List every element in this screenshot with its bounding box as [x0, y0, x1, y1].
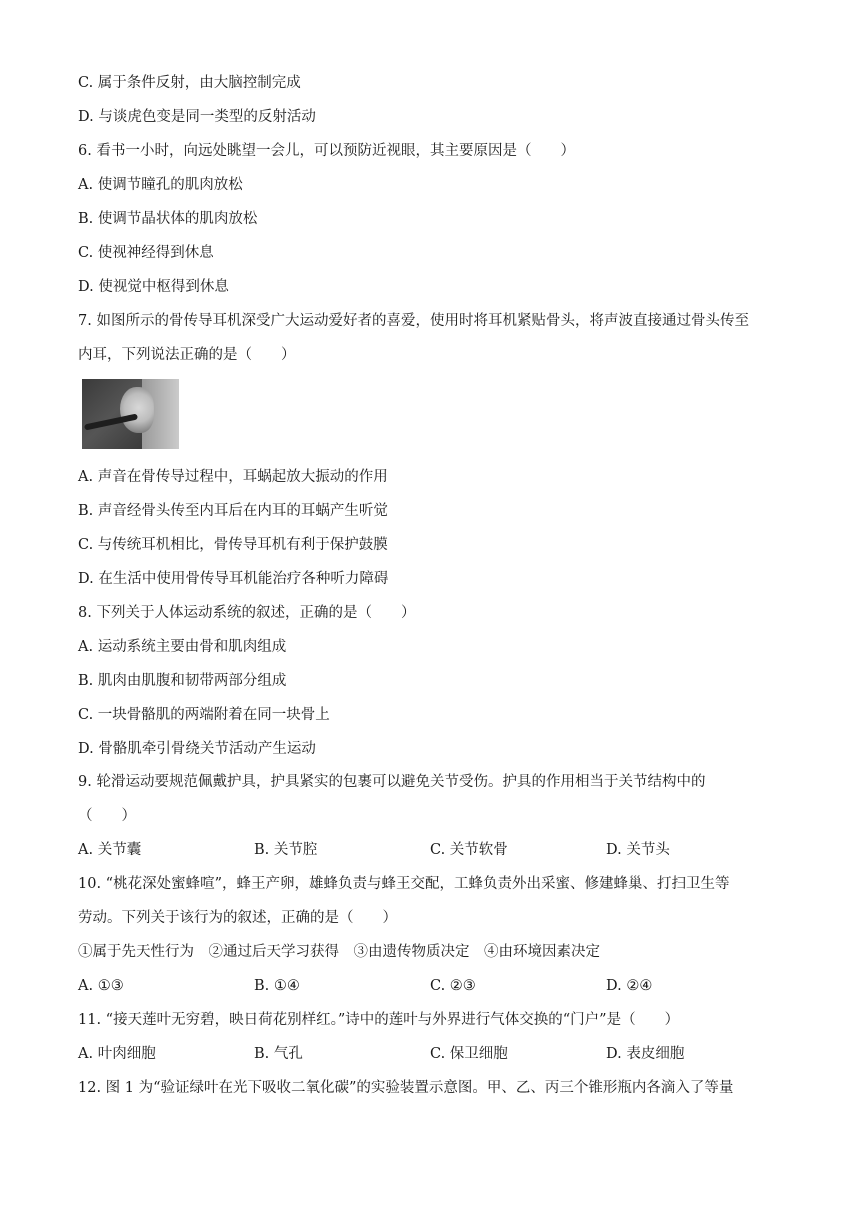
q7-stem-line2: 内耳，下列说法正确的是（ ）	[78, 347, 296, 363]
q5-option-c: C. 属于条件反射，由大脑控制完成	[78, 75, 301, 91]
q9-option-d: D. 关节头	[606, 842, 670, 858]
q6-option-b: B. 使调节晶状体的肌肉放松	[78, 211, 258, 227]
q11-option-a: A. 叶肉细胞	[78, 1046, 156, 1062]
q6-stem: 6. 看书一小时，向远处眺望一会儿，可以预防近视眼，其主要原因是（ ）	[78, 143, 575, 159]
q10-statements: ①属于先天性行为 ②通过后天学习获得 ③由遗传物质决定 ④由环境因素决定	[78, 944, 600, 960]
q6-option-d: D. 使视觉中枢得到休息	[78, 279, 229, 295]
q8-option-d: D. 骨骼肌牵引骨绕关节活动产生运动	[78, 741, 316, 757]
q7-option-a: A. 声音在骨传导过程中，耳蜗起放大振动的作用	[78, 469, 388, 485]
q9-stem-line2: （ ）	[78, 808, 136, 824]
q7-option-c: C. 与传统耳机相比，骨传导耳机有利于保护鼓膜	[78, 537, 388, 553]
q11-option-b: B. 气孔	[254, 1046, 303, 1062]
q9-option-b: B. 关节腔	[254, 842, 318, 858]
q8-stem: 8. 下列关于人体运动系统的叙述，正确的是（ ）	[78, 605, 416, 621]
q11-option-c: C. 保卫细胞	[430, 1046, 508, 1062]
q7-option-b: B. 声音经骨头传至内耳后在内耳的耳蜗产生听觉	[78, 503, 388, 519]
q6-option-c: C. 使视神经得到休息	[78, 245, 214, 261]
q8-option-a: A. 运动系统主要由骨和肌肉组成	[78, 639, 287, 655]
q7-stem-line1: 7. 如图所示的骨传导耳机深受广大运动爱好者的喜爱，使用时将耳机紧贴骨头，将声波直接通过骨头传至	[78, 313, 749, 329]
q11-option-d: D. 表皮细胞	[606, 1046, 685, 1062]
q10-stem-line1: 10. “桃花深处蜜蜂喧”，蜂王产卵，雄蜂负责与蜂王交配，工蜂负责外出采蜜、修建蜂巢、打扫卫生等	[78, 876, 730, 892]
q5-option-d: D. 与谈虎色变是同一类型的反射活动	[78, 109, 316, 125]
q10-stem-line2: 劳动。下列关于该行为的叙述，正确的是（ ）	[78, 910, 397, 926]
q9-option-a: A. 关节囊	[78, 842, 142, 858]
q8-option-c: C. 一块骨骼肌的两端附着在同一块骨上	[78, 707, 330, 723]
q10-option-c: C. ②③	[430, 978, 476, 994]
q10-option-b: B. ①④	[254, 978, 300, 994]
q10-option-d: D. ②④	[606, 978, 653, 994]
q9-stem-line1: 9. 轮滑运动要规范佩戴护具，护具紧实的包裹可以避免关节受伤。护具的作用相当于关节结构中的	[78, 774, 706, 790]
ear-icon	[120, 387, 154, 433]
q10-option-a: A. ①③	[78, 978, 124, 994]
q12-stem: 12. 图 1 为“验证绿叶在光下吸收二氧化碳”的实验装置示意图。甲、乙、丙三个锥形瓶内各滴入了等量	[78, 1080, 734, 1096]
q11-stem: 11. “接天莲叶无穷碧，映日荷花别样红。”诗中的莲叶与外界进行气体交换的“门户”是（ ）	[78, 1012, 680, 1028]
bone-conduction-headphone-photo	[82, 379, 179, 449]
q9-option-c: C. 关节软骨	[430, 842, 508, 858]
q6-option-a: A. 使调节瞳孔的肌肉放松	[78, 177, 243, 193]
q7-option-d: D. 在生活中使用骨传导耳机能治疗各种听力障碍	[78, 571, 389, 587]
q8-option-b: B. 肌肉由肌腹和韧带两部分组成	[78, 673, 287, 689]
